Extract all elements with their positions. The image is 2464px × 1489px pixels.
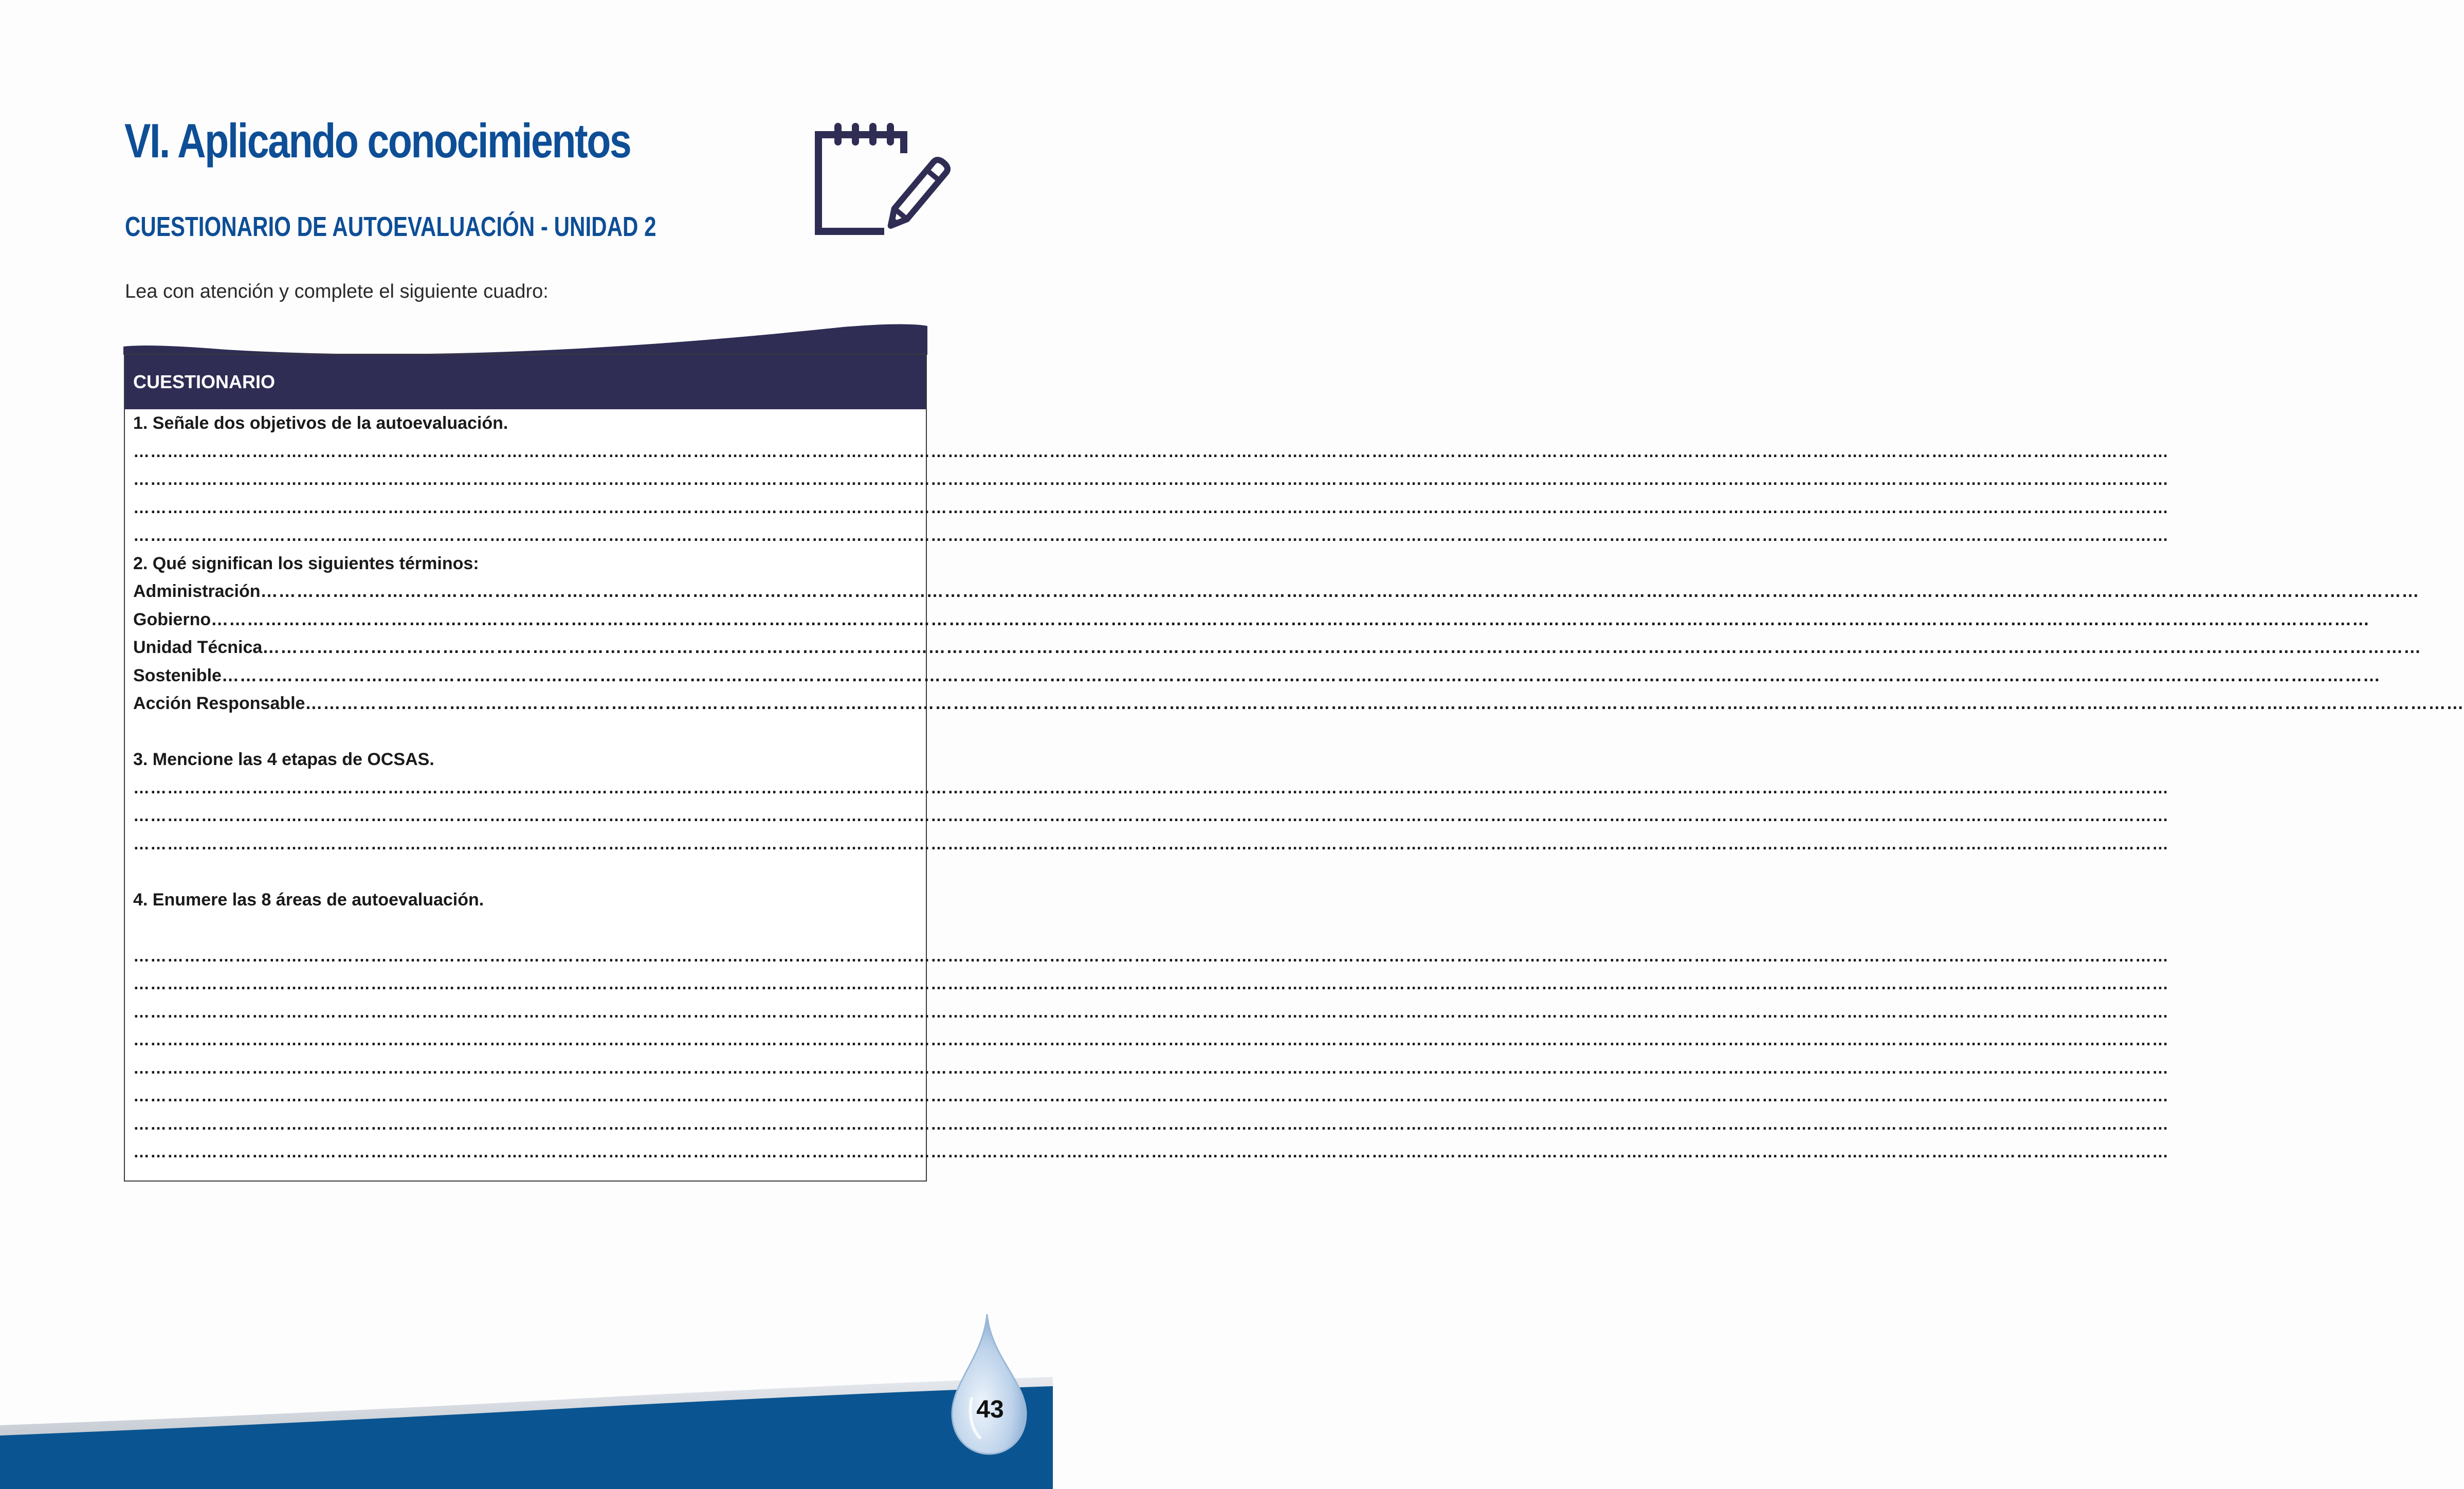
term-label: Acción Responsable — [133, 694, 305, 713]
answer-line[interactable]: ……………………………………………………………………………………………………………………………………………………………………………………………………………………………………………………………………………………………………………………………… — [133, 946, 2169, 965]
term-label: Administración — [133, 582, 261, 601]
spacer — [133, 858, 914, 886]
term-answer-line[interactable]: Gobierno ……………………………………………………………………………………………………………………………………………………………………………………………………………………………………………………………………………………………………………………………… — [133, 606, 914, 634]
page-title: VI. Aplicando conocimientos — [124, 114, 631, 168]
term-answer-line[interactable]: Acción Responsable ……………………………………………………………………………………………………………………………………………………………………………………………………………………………………………………………………………………………………………………………… — [133, 689, 914, 718]
answer-line[interactable]: ……………………………………………………………………………………………………………………………………………………………………………………………………………………………………………………………………………………………………………………………… — [133, 526, 2169, 544]
answer-line[interactable]: ……………………………………………………………………………………………………………………………………………………………………………………………………………………………………………………………………………………………………………………………… — [133, 1030, 2169, 1049]
section-subtitle: CUESTIONARIO DE AUTOEVALUACIÓN - UNIDAD 2 — [125, 211, 656, 242]
answer-line[interactable]: ……………………………………………………………………………………………………………………………………………………………………………………………………………………………………………………………………………………………………………………………… — [133, 1058, 2169, 1077]
answer-line[interactable]: ……………………………………………………………………………………………………………………………………………………………………………………………………………………………………………………………………………………………………………………………… — [133, 974, 2169, 993]
answer-line[interactable]: ……………………………………………………………………………………………………………………………………………………………………………………………………………………………………………………………………………………………………………………………… — [133, 470, 2169, 488]
intro-text: Lea con atención y complete el siguiente cuadro: — [125, 281, 549, 302]
notepad-pencil-icon — [811, 122, 930, 242]
footer-wave — [0, 1337, 1053, 1489]
question-4: 4. Enumere las 8 áreas de autoevaluación. — [133, 889, 484, 910]
spacer — [133, 914, 914, 942]
answer-line[interactable]: ……………………………………………………………………………………………………………………………………………………………………………………………………………………………………………………………………………………………………………………………… — [133, 1002, 2169, 1021]
questionnaire-heading: CUESTIONARIO — [125, 355, 926, 409]
term-answer-line[interactable]: Administración ……………………………………………………………………………………………………………………………………………………………………………………………………………………………………………………………………………………………………………………………… — [133, 577, 914, 606]
answer-line[interactable]: ……………………………………………………………………………………………………………………………………………………………………………………………………………………………………………………………………………………………………………………………… — [133, 1142, 2169, 1161]
answer-line[interactable]: ……………………………………………………………………………………………………………………………………………………………………………………………………………………………………………………………………………………………………………………………… — [133, 1114, 2169, 1133]
answer-line[interactable]: ……………………………………………………………………………………………………………………………………………………………………………………………………………………………………………………………………………………………………………………………… — [133, 834, 2169, 853]
answer-line[interactable]: ……………………………………………………………………………………………………………………………………………………………………………………………………………………………………………………………………………………………………………………………… — [133, 1086, 2169, 1105]
table-wave-decoration — [123, 319, 928, 355]
answer-line[interactable]: ……………………………………………………………………………………………………………………………………………………………………………………………………………………………………………………………………………………………………………………………… — [133, 442, 2169, 461]
term-label: Unidad Técnica — [133, 638, 263, 657]
question-1: 1. Señale dos objetivos de la autoevaluación. — [133, 413, 508, 433]
spacer — [133, 718, 914, 746]
questionnaire-table — [124, 354, 2464, 1182]
term-label: Gobierno — [133, 609, 211, 629]
answer-line[interactable]: ……………………………………………………………………………………………………………………………………………………………………………………………………………………………………………………………………………………………………………………………… — [133, 498, 2169, 517]
answer-line[interactable]: ……………………………………………………………………………………………………………………………………………………………………………………………………………………………………………………………………………………………………………………………… — [133, 806, 2169, 825]
answer-line[interactable]: ……………………………………………………………………………………………………………………………………………………………………………………………………………………………………………………………………………………………………………………………… — [133, 778, 2169, 797]
page-number: 43 — [976, 1396, 1004, 1423]
water-drop-icon — [952, 1314, 1026, 1454]
term-label: Sostenible — [133, 665, 222, 685]
term-answer-line[interactable]: Unidad Técnica ……………………………………………………………………………………………………………………………………………………………………………………………………………………………………………………………………………………………………………………………… — [133, 633, 914, 662]
questionnaire-body — [125, 409, 2464, 1166]
question-2: 2. Qué significan los siguientes términos: — [133, 553, 479, 573]
term-answer-line[interactable]: Sostenible ……………………………………………………………………………………………………………………………………………………………………………………………………………………………………………………………………………………………………………………………… — [133, 662, 914, 690]
question-3: 3. Mencione las 4 etapas de OCSAS. — [133, 750, 434, 769]
